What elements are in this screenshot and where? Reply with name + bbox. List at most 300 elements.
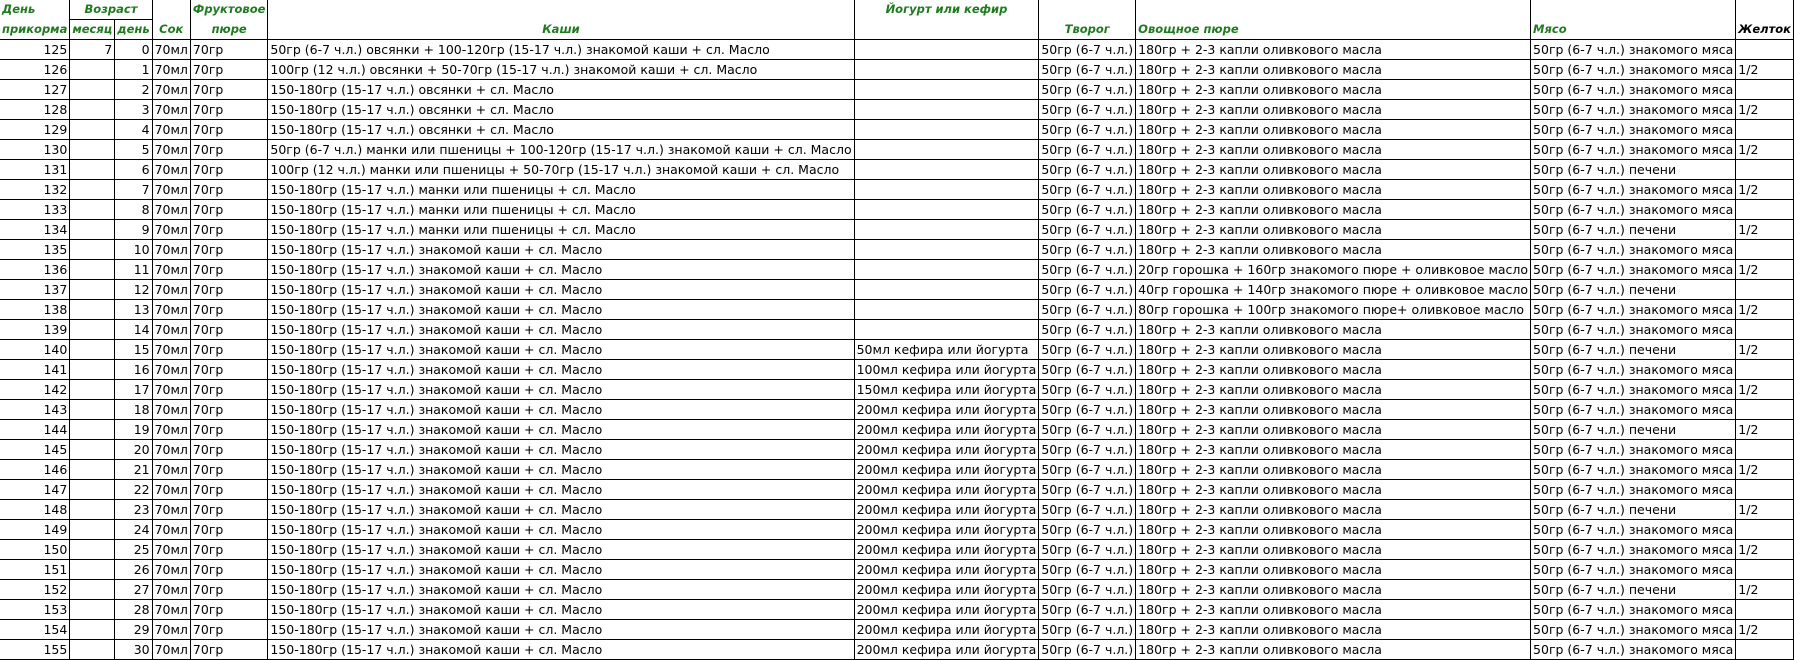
cell-yolk[interactable] [1736,240,1794,260]
cell-juice[interactable]: 70мл [152,140,190,160]
cell-month[interactable] [70,500,115,520]
cell-meat[interactable]: 50гр (6-7 ч.л.) знакомого мяса [1531,620,1736,640]
cell-fruit[interactable]: 70гр [190,380,267,400]
cell-veg[interactable]: 80гр горошка + 100гр знакомого пюре+ оливковое масло [1136,300,1531,320]
cell-month[interactable] [70,120,115,140]
cell-kasha[interactable]: 150-180гр (15-17 ч.л.) знакомой каши + сл. Масло [268,580,854,600]
cell-meat[interactable]: 50гр (6-7 ч.л.) знакомого мяса [1531,540,1736,560]
cell-d[interactable]: 4 [115,120,152,140]
cell-kasha[interactable]: 150-180гр (15-17 ч.л.) знакомой каши + сл. Масло [268,640,854,660]
cell-yolk[interactable]: 1/2 [1736,140,1794,160]
cell-veg[interactable]: 180гр + 2-3 капли оливкового масла [1136,220,1531,240]
cell-veg[interactable]: 180гр + 2-3 капли оливкового масла [1136,200,1531,220]
cell-month[interactable] [70,460,115,480]
cell-month[interactable] [70,440,115,460]
cell-juice[interactable]: 70мл [152,240,190,260]
cell-yogurt[interactable] [854,200,1039,220]
cell-veg[interactable]: 180гр + 2-3 капли оливкового масла [1136,60,1531,80]
cell-kasha[interactable]: 150-180гр (15-17 ч.л.) знакомой каши + сл. Масло [268,500,854,520]
cell-yogurt[interactable] [854,60,1039,80]
cell-yolk[interactable] [1736,600,1794,620]
cell-meat[interactable]: 50гр (6-7 ч.л.) знакомого мяса [1531,360,1736,380]
cell-yolk[interactable] [1736,360,1794,380]
cell-meat[interactable]: 50гр (6-7 ч.л.) знакомого мяса [1531,300,1736,320]
cell-d[interactable]: 22 [115,480,152,500]
cell-d[interactable]: 5 [115,140,152,160]
cell-tvorog[interactable]: 50гр (6-7 ч.л.) [1039,360,1136,380]
cell-veg[interactable]: 180гр + 2-3 капли оливкового масла [1136,520,1531,540]
header-kashi[interactable]: Каши [268,20,854,40]
cell-day[interactable]: 143 [0,400,70,420]
cell-juice[interactable]: 70мл [152,460,190,480]
cell-yogurt[interactable]: 200мл кефира или йогурта [854,500,1039,520]
cell-veg[interactable]: 180гр + 2-3 капли оливкового масла [1136,40,1531,60]
cell-day[interactable]: 144 [0,420,70,440]
cell-yogurt[interactable]: 200мл кефира или йогурта [854,600,1039,620]
cell-d[interactable]: 8 [115,200,152,220]
cell-day[interactable]: 136 [0,260,70,280]
cell-kasha[interactable]: 150-180гр (15-17 ч.л.) знакомой каши + сл. Масло [268,620,854,640]
cell-fruit[interactable]: 70гр [190,300,267,320]
cell-day[interactable]: 146 [0,460,70,480]
cell-tvorog[interactable]: 50гр (6-7 ч.л.) [1039,240,1136,260]
cell-yolk[interactable] [1736,640,1794,660]
cell-month[interactable] [70,640,115,660]
cell-veg[interactable]: 180гр + 2-3 капли оливкового масла [1136,320,1531,340]
header-zheltok-blank[interactable] [1736,0,1794,20]
cell-month[interactable]: 7 [70,40,115,60]
cell-meat[interactable]: 50гр (6-7 ч.л.) знакомого мяса [1531,120,1736,140]
cell-juice[interactable]: 70мл [152,180,190,200]
header-yogurt-blank[interactable] [854,20,1039,40]
cell-meat[interactable]: 50гр (6-7 ч.л.) знакомого мяса [1531,60,1736,80]
cell-yolk[interactable]: 1/2 [1736,220,1794,240]
cell-d[interactable]: 26 [115,560,152,580]
cell-yogurt[interactable] [854,280,1039,300]
cell-meat[interactable]: 50гр (6-7 ч.л.) печени [1531,580,1736,600]
cell-yogurt[interactable] [854,220,1039,240]
cell-yolk[interactable] [1736,200,1794,220]
cell-meat[interactable]: 50гр (6-7 ч.л.) знакомого мяса [1531,320,1736,340]
cell-d[interactable]: 25 [115,540,152,560]
cell-tvorog[interactable]: 50гр (6-7 ч.л.) [1039,120,1136,140]
cell-tvorog[interactable]: 50гр (6-7 ч.л.) [1039,460,1136,480]
cell-month[interactable] [70,60,115,80]
cell-d[interactable]: 14 [115,320,152,340]
cell-tvorog[interactable]: 50гр (6-7 ч.л.) [1039,280,1136,300]
cell-kasha[interactable]: 100гр (12 ч.л.) овсянки + 50-70гр (15-17 ч.л.) знакомой каши + сл. Масло [268,60,854,80]
cell-veg[interactable]: 180гр + 2-3 капли оливкового масла [1136,560,1531,580]
cell-yogurt[interactable] [854,40,1039,60]
cell-month[interactable] [70,380,115,400]
cell-day[interactable]: 130 [0,140,70,160]
cell-tvorog[interactable]: 50гр (6-7 ч.л.) [1039,340,1136,360]
cell-tvorog[interactable]: 50гр (6-7 ч.л.) [1039,620,1136,640]
cell-fruit[interactable]: 70гр [190,260,267,280]
cell-meat[interactable]: 50гр (6-7 ч.л.) печени [1531,500,1736,520]
cell-day[interactable]: 134 [0,220,70,240]
cell-d[interactable]: 21 [115,460,152,480]
cell-tvorog[interactable]: 50гр (6-7 ч.л.) [1039,300,1136,320]
cell-fruit[interactable]: 70гр [190,440,267,460]
cell-yolk[interactable]: 1/2 [1736,500,1794,520]
cell-yolk[interactable] [1736,320,1794,340]
cell-tvorog[interactable]: 50гр (6-7 ч.л.) [1039,220,1136,240]
cell-juice[interactable]: 70мл [152,420,190,440]
cell-meat[interactable]: 50гр (6-7 ч.л.) знакомого мяса [1531,80,1736,100]
cell-d[interactable]: 27 [115,580,152,600]
cell-d[interactable]: 28 [115,600,152,620]
cell-veg[interactable]: 180гр + 2-3 капли оливкового масла [1136,240,1531,260]
cell-yolk[interactable] [1736,560,1794,580]
cell-yolk[interactable]: 1/2 [1736,260,1794,280]
cell-month[interactable] [70,320,115,340]
cell-yolk[interactable] [1736,480,1794,500]
cell-tvorog[interactable]: 50гр (6-7 ч.л.) [1039,200,1136,220]
cell-fruit[interactable]: 70гр [190,600,267,620]
cell-month[interactable] [70,140,115,160]
cell-d[interactable]: 19 [115,420,152,440]
cell-yogurt[interactable] [854,80,1039,100]
cell-kasha[interactable]: 150-180гр (15-17 ч.л.) знакомой каши + сл. Масло [268,600,854,620]
cell-fruit[interactable]: 70гр [190,580,267,600]
cell-yogurt[interactable]: 200мл кефира или йогурта [854,460,1039,480]
cell-day[interactable]: 137 [0,280,70,300]
cell-juice[interactable]: 70мл [152,40,190,60]
cell-day[interactable]: 141 [0,360,70,380]
cell-day[interactable]: 129 [0,120,70,140]
cell-d[interactable]: 1 [115,60,152,80]
cell-veg[interactable]: 180гр + 2-3 капли оливкового масла [1136,620,1531,640]
cell-tvorog[interactable]: 50гр (6-7 ч.л.) [1039,320,1136,340]
cell-day[interactable]: 132 [0,180,70,200]
cell-veg[interactable]: 180гр + 2-3 капли оливкового масла [1136,160,1531,180]
cell-fruit[interactable]: 70гр [190,460,267,480]
cell-yogurt[interactable]: 200мл кефира или йогурта [854,580,1039,600]
cell-yogurt[interactable] [854,100,1039,120]
cell-month[interactable] [70,560,115,580]
cell-tvorog[interactable]: 50гр (6-7 ч.л.) [1039,520,1136,540]
cell-meat[interactable]: 50гр (6-7 ч.л.) знакомого мяса [1531,260,1736,280]
cell-meat[interactable]: 50гр (6-7 ч.л.) знакомого мяса [1531,140,1736,160]
cell-veg[interactable]: 180гр + 2-3 капли оливкового масла [1136,400,1531,420]
cell-veg[interactable]: 180гр + 2-3 капли оливкового масла [1136,420,1531,440]
cell-yolk[interactable] [1736,520,1794,540]
cell-tvorog[interactable]: 50гр (6-7 ч.л.) [1039,580,1136,600]
header-fruit-1[interactable]: Фруктовое [190,0,267,20]
header-sok[interactable]: Сок [152,20,190,40]
cell-kasha[interactable]: 150-180гр (15-17 ч.л.) овсянки + сл. Масло [268,80,854,100]
cell-meat[interactable]: 50гр (6-7 ч.л.) печени [1531,280,1736,300]
cell-juice[interactable]: 70мл [152,300,190,320]
header-den-prikorma-2[interactable]: прикорма [0,20,70,40]
cell-kasha[interactable]: 50гр (6-7 ч.л.) овсянки + 100-120гр (15-17 ч.л.) знакомой каши + сл. Масло [268,40,854,60]
cell-kasha[interactable]: 150-180гр (15-17 ч.л.) знакомой каши + сл. Масло [268,260,854,280]
cell-fruit[interactable]: 70гр [190,80,267,100]
header-den[interactable]: день [115,20,152,40]
cell-tvorog[interactable]: 50гр (6-7 ч.л.) [1039,400,1136,420]
cell-day[interactable]: 126 [0,60,70,80]
cell-tvorog[interactable]: 50гр (6-7 ч.л.) [1039,380,1136,400]
cell-yolk[interactable]: 1/2 [1736,380,1794,400]
cell-yogurt[interactable]: 200мл кефира или йогурта [854,640,1039,660]
header-meat-blank[interactable] [1531,0,1736,20]
cell-veg[interactable]: 180гр + 2-3 капли оливкового масла [1136,380,1531,400]
cell-veg[interactable]: 180гр + 2-3 капли оливкового масла [1136,440,1531,460]
cell-month[interactable] [70,620,115,640]
cell-meat[interactable]: 50гр (6-7 ч.л.) знакомого мяса [1531,560,1736,580]
cell-yolk[interactable]: 1/2 [1736,460,1794,480]
cell-d[interactable]: 3 [115,100,152,120]
cell-tvorog[interactable]: 50гр (6-7 ч.л.) [1039,40,1136,60]
cell-juice[interactable]: 70мл [152,560,190,580]
cell-kasha[interactable]: 150-180гр (15-17 ч.л.) знакомой каши + сл. Масло [268,440,854,460]
cell-month[interactable] [70,260,115,280]
cell-fruit[interactable]: 70гр [190,140,267,160]
cell-yogurt[interactable]: 50мл кефира или йогурта [854,340,1039,360]
cell-kasha[interactable]: 150-180гр (15-17 ч.л.) знакомой каши + сл. Масло [268,460,854,480]
cell-fruit[interactable]: 70гр [190,620,267,640]
cell-veg[interactable]: 180гр + 2-3 капли оливкового масла [1136,540,1531,560]
cell-veg[interactable]: 180гр + 2-3 капли оливкового масла [1136,180,1531,200]
cell-kasha[interactable]: 150-180гр (15-17 ч.л.) знакомой каши + сл. Масло [268,420,854,440]
cell-tvorog[interactable]: 50гр (6-7 ч.л.) [1039,160,1136,180]
cell-juice[interactable]: 70мл [152,520,190,540]
cell-day[interactable]: 154 [0,620,70,640]
cell-meat[interactable]: 50гр (6-7 ч.л.) печени [1531,340,1736,360]
cell-fruit[interactable]: 70гр [190,280,267,300]
cell-day[interactable]: 155 [0,640,70,660]
header-kashi-blank[interactable] [268,0,854,20]
cell-month[interactable] [70,600,115,620]
cell-month[interactable] [70,300,115,320]
cell-juice[interactable]: 70мл [152,260,190,280]
cell-yolk[interactable]: 1/2 [1736,100,1794,120]
cell-tvorog[interactable]: 50гр (6-7 ч.л.) [1039,100,1136,120]
cell-yogurt[interactable] [854,120,1039,140]
cell-meat[interactable]: 50гр (6-7 ч.л.) знакомого мяса [1531,40,1736,60]
cell-meat[interactable]: 50гр (6-7 ч.л.) знакомого мяса [1531,180,1736,200]
cell-yolk[interactable]: 1/2 [1736,420,1794,440]
header-tvorog-blank[interactable] [1039,0,1136,20]
cell-d[interactable]: 10 [115,240,152,260]
cell-yogurt[interactable]: 200мл кефира или йогурта [854,620,1039,640]
cell-veg[interactable]: 180гр + 2-3 капли оливкового масла [1136,140,1531,160]
cell-veg[interactable]: 180гр + 2-3 капли оливкового масла [1136,360,1531,380]
cell-meat[interactable]: 50гр (6-7 ч.л.) знакомого мяса [1531,200,1736,220]
cell-month[interactable] [70,180,115,200]
cell-juice[interactable]: 70мл [152,80,190,100]
cell-yolk[interactable]: 1/2 [1736,60,1794,80]
cell-juice[interactable]: 70мл [152,60,190,80]
cell-juice[interactable]: 70мл [152,360,190,380]
cell-tvorog[interactable]: 50гр (6-7 ч.л.) [1039,80,1136,100]
cell-yogurt[interactable] [854,300,1039,320]
cell-day[interactable]: 138 [0,300,70,320]
cell-yolk[interactable] [1736,160,1794,180]
cell-meat[interactable]: 50гр (6-7 ч.л.) знакомого мяса [1531,380,1736,400]
cell-meat[interactable]: 50гр (6-7 ч.л.) знакомого мяса [1531,400,1736,420]
cell-month[interactable] [70,520,115,540]
cell-meat[interactable]: 50гр (6-7 ч.л.) печени [1531,220,1736,240]
cell-meat[interactable]: 50гр (6-7 ч.л.) знакомого мяса [1531,640,1736,660]
cell-tvorog[interactable]: 50гр (6-7 ч.л.) [1039,440,1136,460]
cell-fruit[interactable]: 70гр [190,500,267,520]
cell-juice[interactable]: 70мл [152,100,190,120]
cell-juice[interactable]: 70мл [152,340,190,360]
cell-kasha[interactable]: 150-180гр (15-17 ч.л.) овсянки + сл. Масло [268,120,854,140]
cell-fruit[interactable]: 70гр [190,240,267,260]
cell-yogurt[interactable]: 200мл кефира или йогурта [854,520,1039,540]
cell-d[interactable]: 12 [115,280,152,300]
cell-yogurt[interactable] [854,160,1039,180]
header-meat[interactable]: Мясо [1531,20,1736,40]
cell-yolk[interactable] [1736,40,1794,60]
cell-fruit[interactable]: 70гр [190,160,267,180]
cell-d[interactable]: 17 [115,380,152,400]
cell-d[interactable]: 23 [115,500,152,520]
cell-d[interactable]: 29 [115,620,152,640]
cell-month[interactable] [70,360,115,380]
cell-juice[interactable]: 70мл [152,620,190,640]
cell-fruit[interactable]: 70гр [190,320,267,340]
cell-kasha[interactable]: 150-180гр (15-17 ч.л.) манки или пшеницы + сл. Масло [268,200,854,220]
cell-fruit[interactable]: 70гр [190,40,267,60]
cell-meat[interactable]: 50гр (6-7 ч.л.) знакомого мяса [1531,600,1736,620]
cell-yogurt[interactable]: 200мл кефира или йогурта [854,540,1039,560]
header-veg-blank[interactable] [1136,0,1531,20]
header-veg[interactable]: Овощное пюре [1136,20,1531,40]
cell-yogurt[interactable] [854,260,1039,280]
cell-yogurt[interactable]: 200мл кефира или йогурта [854,480,1039,500]
cell-meat[interactable]: 50гр (6-7 ч.л.) знакомого мяса [1531,480,1736,500]
cell-veg[interactable]: 180гр + 2-3 капли оливкового масла [1136,80,1531,100]
cell-veg[interactable]: 20гр горошка + 160гр знакомого пюре + оливковое масло [1136,260,1531,280]
cell-juice[interactable]: 70мл [152,120,190,140]
cell-kasha[interactable]: 150-180гр (15-17 ч.л.) знакомой каши + сл. Масло [268,540,854,560]
cell-yolk[interactable] [1736,80,1794,100]
cell-meat[interactable]: 50гр (6-7 ч.л.) знакомого мяса [1531,460,1736,480]
cell-juice[interactable]: 70мл [152,600,190,620]
cell-yogurt[interactable] [854,180,1039,200]
cell-yogurt[interactable]: 100мл кефира или йогурта [854,360,1039,380]
cell-meat[interactable]: 50гр (6-7 ч.л.) печени [1531,160,1736,180]
cell-fruit[interactable]: 70гр [190,360,267,380]
cell-month[interactable] [70,480,115,500]
cell-day[interactable]: 133 [0,200,70,220]
cell-month[interactable] [70,100,115,120]
cell-day[interactable]: 147 [0,480,70,500]
cell-yogurt[interactable] [854,140,1039,160]
cell-kasha[interactable]: 150-180гр (15-17 ч.л.) знакомой каши + сл. Масло [268,340,854,360]
cell-month[interactable] [70,240,115,260]
cell-kasha[interactable]: 150-180гр (15-17 ч.л.) знакомой каши + сл. Масло [268,480,854,500]
cell-d[interactable]: 18 [115,400,152,420]
cell-yolk[interactable]: 1/2 [1736,620,1794,640]
cell-yogurt[interactable] [854,240,1039,260]
cell-month[interactable] [70,220,115,240]
cell-juice[interactable]: 70мл [152,380,190,400]
cell-kasha[interactable]: 150-180гр (15-17 ч.л.) знакомой каши + сл. Масло [268,380,854,400]
cell-day[interactable]: 131 [0,160,70,180]
cell-month[interactable] [70,340,115,360]
cell-meat[interactable]: 50гр (6-7 ч.л.) знакомого мяса [1531,240,1736,260]
cell-day[interactable]: 128 [0,100,70,120]
cell-day[interactable]: 148 [0,500,70,520]
cell-fruit[interactable]: 70гр [190,200,267,220]
cell-yogurt[interactable] [854,320,1039,340]
cell-month[interactable] [70,200,115,220]
cell-month[interactable] [70,580,115,600]
cell-month[interactable] [70,160,115,180]
cell-yogurt[interactable]: 200мл кефира или йогурта [854,420,1039,440]
cell-tvorog[interactable]: 50гр (6-7 ч.л.) [1039,640,1136,660]
cell-day[interactable]: 153 [0,600,70,620]
cell-kasha[interactable]: 100гр (12 ч.л.) манки или пшеницы + 50-70гр (15-17 ч.л.) знакомой каши + сл. Масло [268,160,854,180]
cell-yogurt[interactable]: 200мл кефира или йогурта [854,560,1039,580]
cell-day[interactable]: 127 [0,80,70,100]
cell-veg[interactable]: 180гр + 2-3 капли оливкового масла [1136,120,1531,140]
cell-yolk[interactable]: 1/2 [1736,180,1794,200]
cell-fruit[interactable]: 70гр [190,640,267,660]
cell-day[interactable]: 139 [0,320,70,340]
cell-yolk[interactable] [1736,400,1794,420]
cell-fruit[interactable]: 70гр [190,120,267,140]
cell-tvorog[interactable]: 50гр (6-7 ч.л.) [1039,260,1136,280]
cell-veg[interactable]: 180гр + 2-3 капли оливкового масла [1136,100,1531,120]
cell-day[interactable]: 140 [0,340,70,360]
cell-kasha[interactable]: 150-180гр (15-17 ч.л.) знакомой каши + сл. Масло [268,320,854,340]
cell-month[interactable] [70,80,115,100]
header-vozrast[interactable]: Возраст [70,0,152,20]
cell-tvorog[interactable]: 50гр (6-7 ч.л.) [1039,560,1136,580]
header-zheltok[interactable]: Желток [1736,20,1794,40]
cell-kasha[interactable]: 150-180гр (15-17 ч.л.) знакомой каши + сл. Масло [268,300,854,320]
cell-day[interactable]: 145 [0,440,70,460]
cell-juice[interactable]: 70мл [152,440,190,460]
cell-d[interactable]: 16 [115,360,152,380]
cell-d[interactable]: 11 [115,260,152,280]
cell-fruit[interactable]: 70гр [190,560,267,580]
cell-d[interactable]: 0 [115,40,152,60]
cell-day[interactable]: 125 [0,40,70,60]
cell-meat[interactable]: 50гр (6-7 ч.л.) знакомого мяса [1531,440,1736,460]
cell-veg[interactable]: 180гр + 2-3 капли оливкового масла [1136,600,1531,620]
cell-yolk[interactable]: 1/2 [1736,300,1794,320]
cell-day[interactable]: 151 [0,560,70,580]
cell-kasha[interactable]: 150-180гр (15-17 ч.л.) манки или пшеницы + сл. Масло [268,180,854,200]
header-sok-blank[interactable] [152,0,190,20]
cell-veg[interactable]: 180гр + 2-3 капли оливкового масла [1136,640,1531,660]
cell-tvorog[interactable]: 50гр (6-7 ч.л.) [1039,500,1136,520]
cell-juice[interactable]: 70мл [152,160,190,180]
cell-tvorog[interactable]: 50гр (6-7 ч.л.) [1039,420,1136,440]
cell-d[interactable]: 9 [115,220,152,240]
cell-day[interactable]: 150 [0,540,70,560]
cell-month[interactable] [70,540,115,560]
cell-juice[interactable]: 70мл [152,480,190,500]
header-yogurt[interactable]: Йогурт или кефир [854,0,1039,20]
cell-tvorog[interactable]: 50гр (6-7 ч.л.) [1039,140,1136,160]
cell-juice[interactable]: 70мл [152,220,190,240]
cell-fruit[interactable]: 70гр [190,220,267,240]
cell-veg[interactable]: 180гр + 2-3 капли оливкового масла [1136,340,1531,360]
cell-juice[interactable]: 70мл [152,320,190,340]
cell-d[interactable]: 20 [115,440,152,460]
cell-tvorog[interactable]: 50гр (6-7 ч.л.) [1039,60,1136,80]
cell-fruit[interactable]: 70гр [190,400,267,420]
cell-juice[interactable]: 70мл [152,540,190,560]
